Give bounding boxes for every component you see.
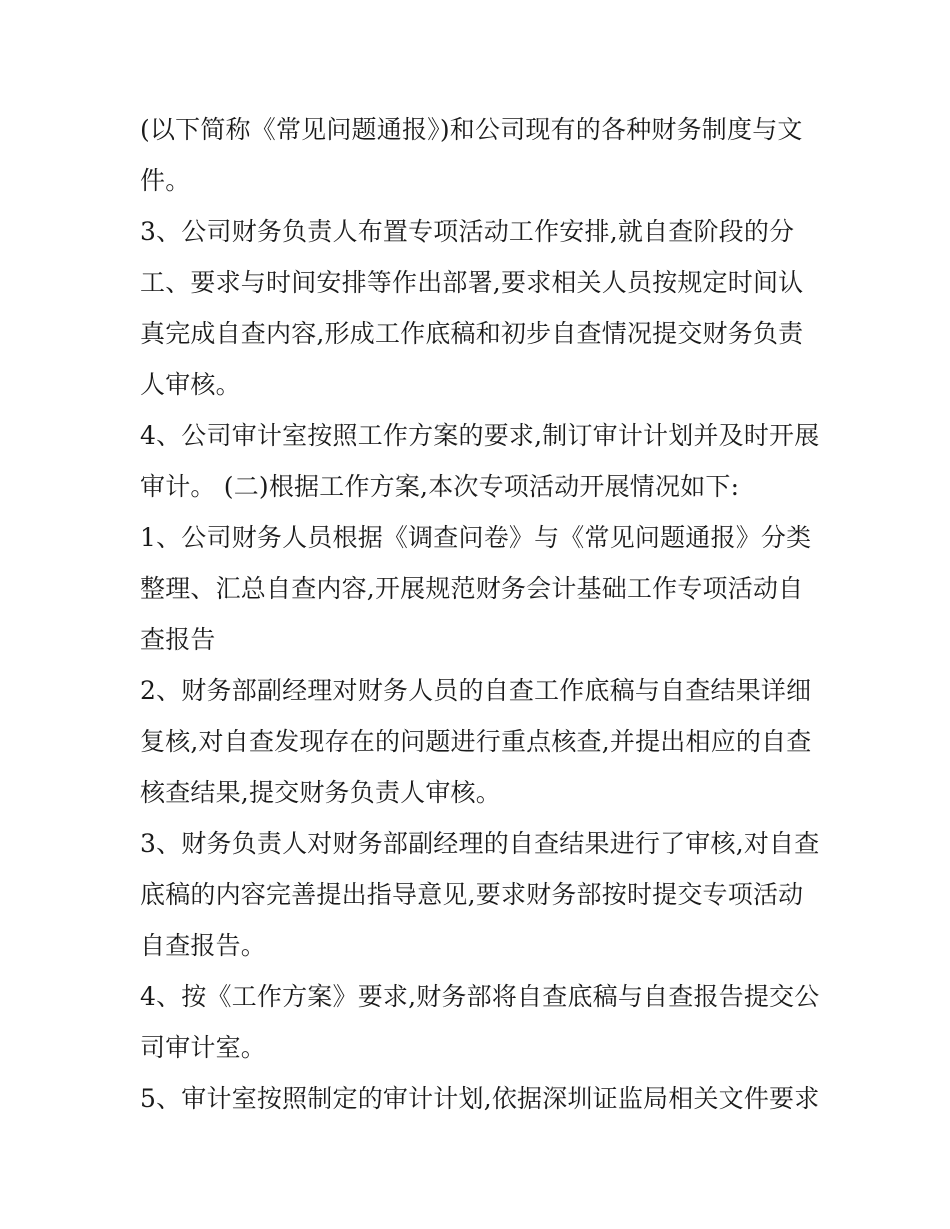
text-line: 4、按《工作方案》要求,财务部将自查底稿与自查报告提交公 (140, 982, 820, 1011)
text-line: 工、要求与时间安排等作出部署,要求相关人员按规定时间认 (140, 268, 804, 297)
text-line: 查报告 (140, 625, 216, 654)
text-line: 5、审计室按照制定的审计计划,依据深圳证监局相关文件要求 (140, 1084, 820, 1113)
text-line: (以下简称《常见问题通报》)和公司现有的各种财务制度与文 (140, 115, 803, 144)
text-line: 整理、汇总自查内容,开展规范财务会计基础工作专项活动自 (140, 574, 804, 603)
text-line: 底稿的内容完善提出指导意见,要求财务部按时提交专项活动 (140, 880, 804, 909)
text-line: 自查报告。 (140, 931, 267, 960)
text-line: 审计。 (二)根据工作方案,本次专项活动开展情况如下: (140, 472, 740, 501)
text-line: 真完成自查内容,形成工作底稿和初步自查情况提交财务负责 (140, 319, 804, 348)
text-line: 司审计室。 (140, 1033, 267, 1062)
text-line: 1、公司财务人员根据《调查问卷》与《常见问题通报》分类 (140, 523, 812, 552)
text-line: 3、财务负责人对财务部副经理的自查结果进行了审核,对自查 (140, 829, 820, 858)
text-line: 4、公司审计室按照工作方案的要求,制订审计计划并及时开展 (140, 421, 820, 450)
text-line: 核查结果,提交财务负责人审核。 (140, 778, 501, 807)
text-line: 3、公司财务负责人布置专项活动工作安排,就自查阶段的分 (140, 217, 795, 246)
text-line: 2、财务部副经理对财务人员的自查工作底稿与自查结果详细 (140, 676, 812, 705)
text-line: 复核,对自查发现存在的问题进行重点核查,并提出相应的自查 (140, 727, 812, 756)
text-line: 件。 (140, 166, 191, 195)
text-line: 人审核。 (140, 370, 241, 399)
